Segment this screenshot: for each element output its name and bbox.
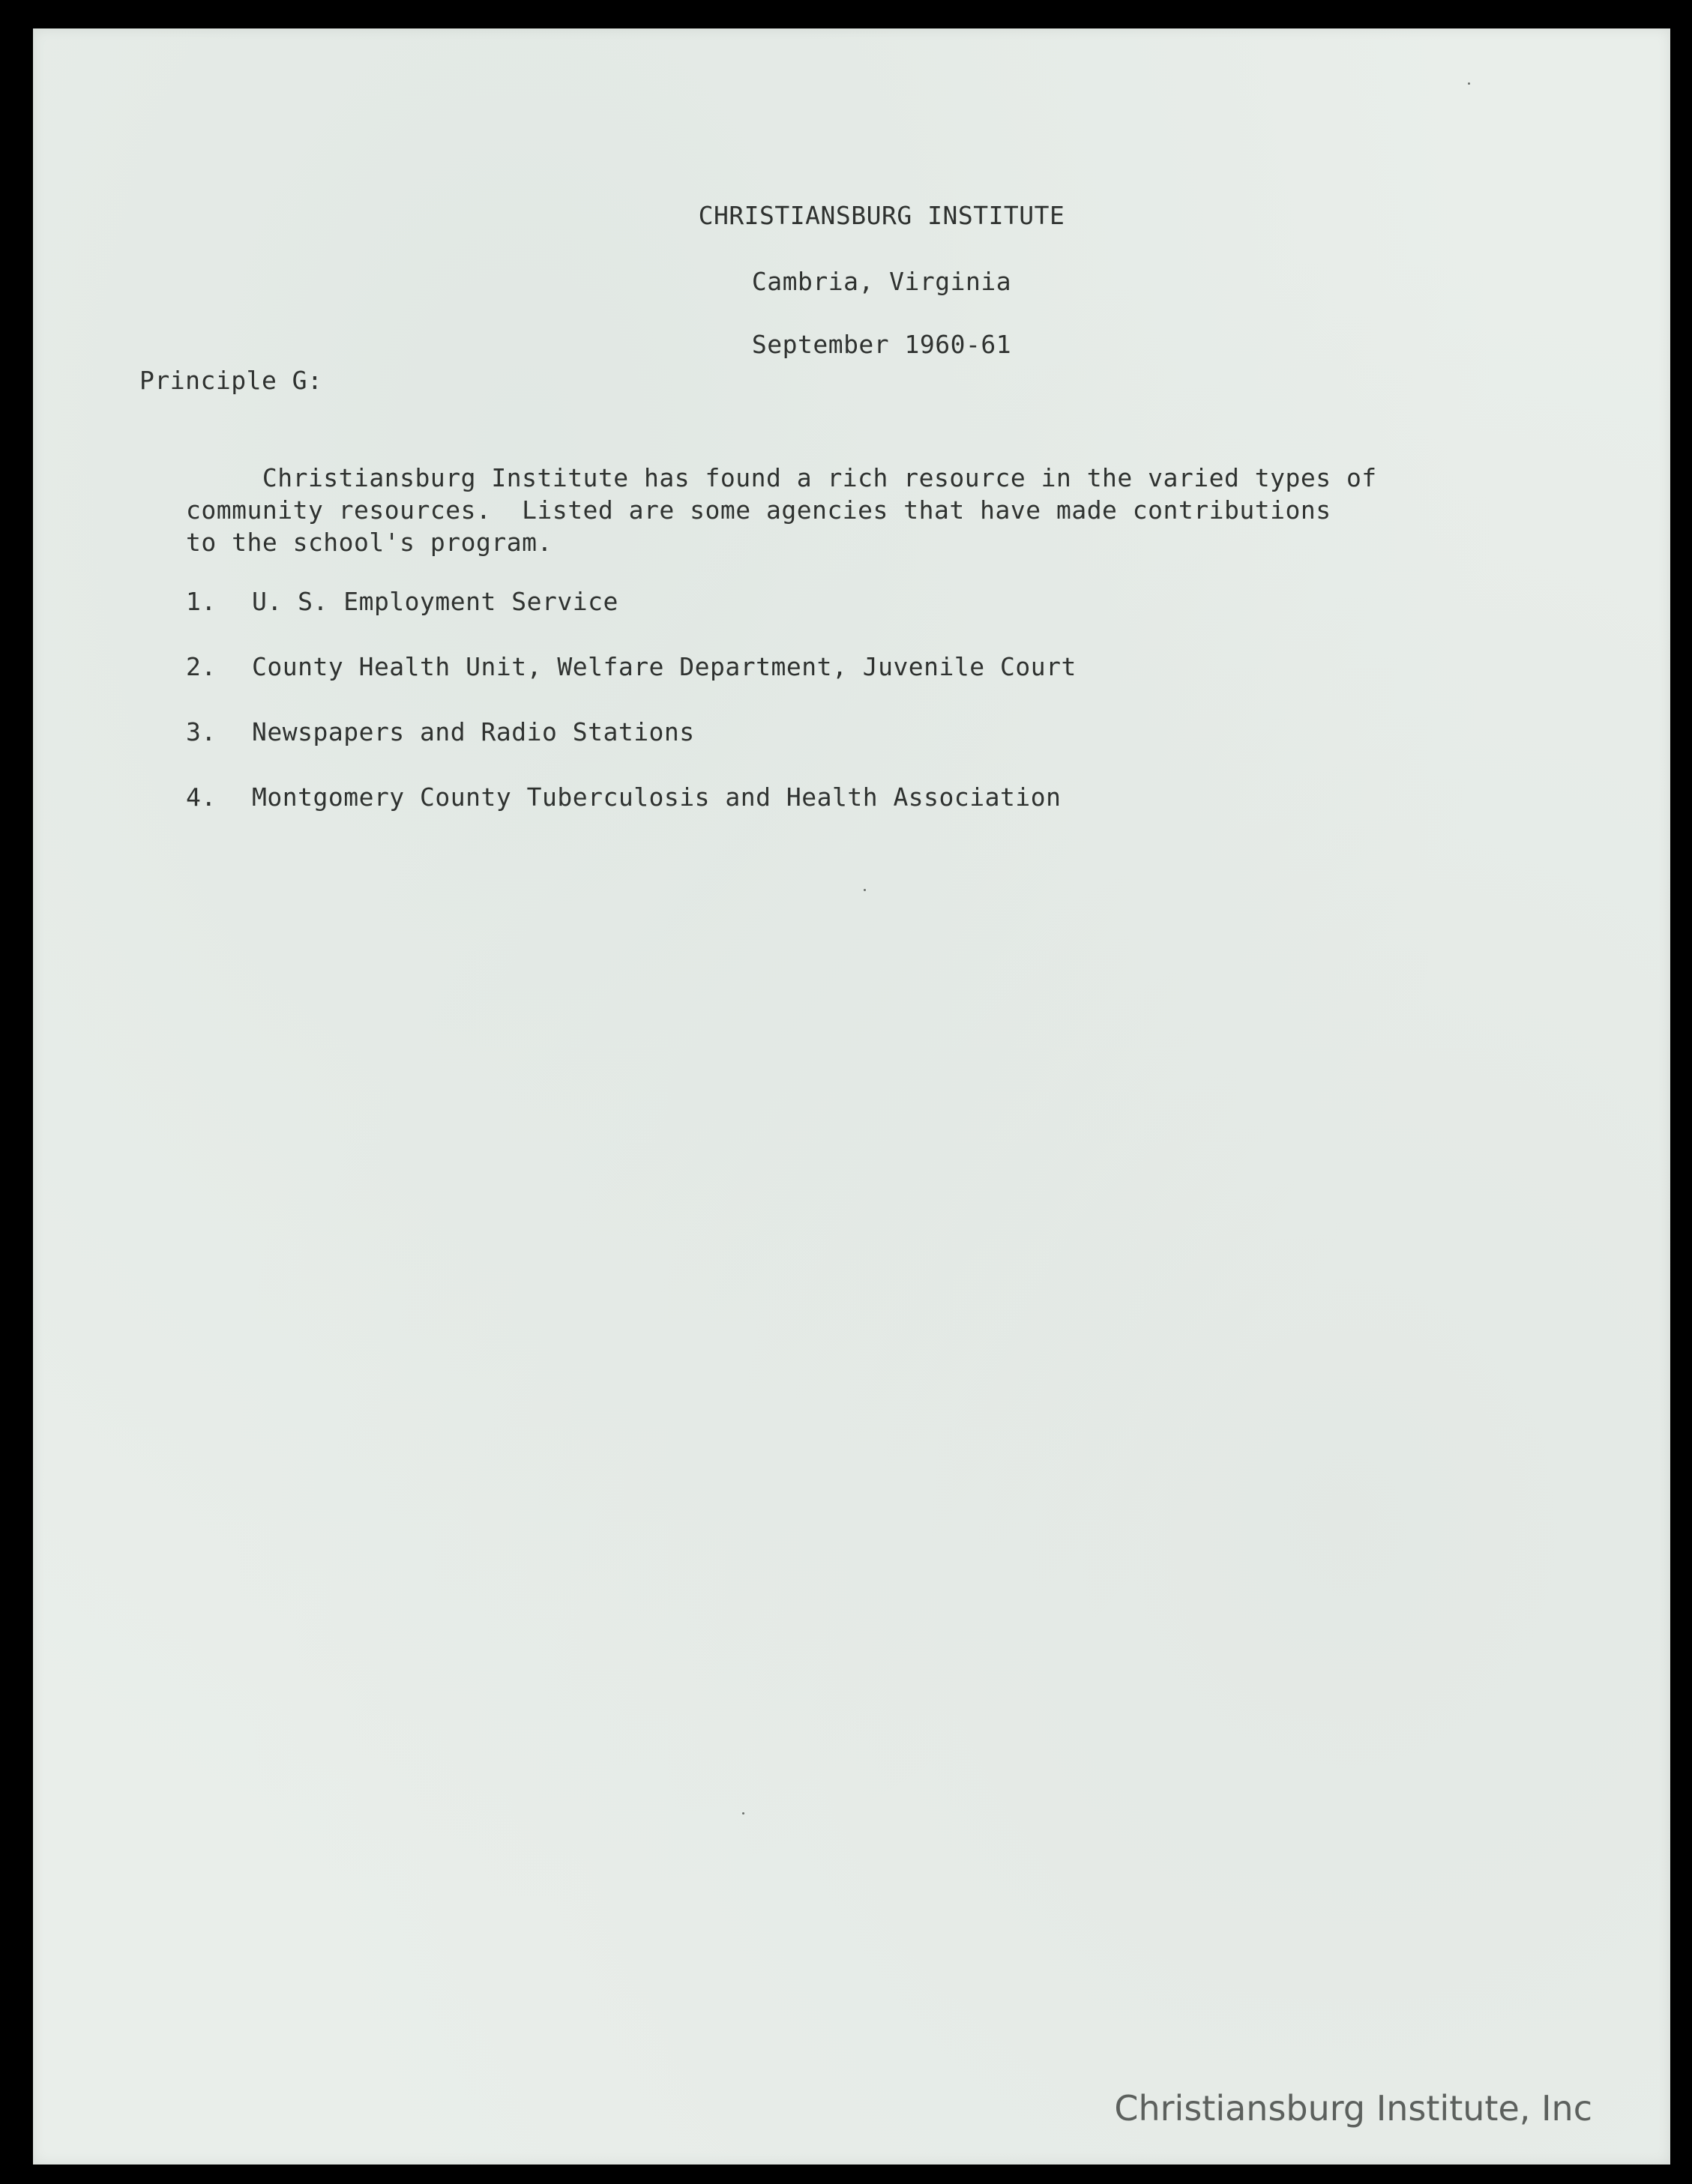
institution-location: Cambria, Virginia	[751, 267, 1012, 296]
list-item-text: County Health Unit, Welfare Department, Juvenile Court	[252, 652, 1077, 681]
list-item-number: 2.	[186, 652, 217, 681]
document-date: September 1960-61	[751, 330, 1012, 359]
paper-speck	[742, 1812, 744, 1815]
list-item-text: Newspapers and Radio Stations	[252, 717, 695, 746]
intro-paragraph	[186, 462, 1505, 558]
archive-watermark: Christiansburg Institute, Inc	[1114, 2088, 1592, 2129]
intro-line: Christiansburg Institute has found a rich resource in the varied types of	[186, 463, 1377, 492]
list-item-text: U. S. Employment Service	[252, 587, 618, 616]
paper-speck	[864, 889, 866, 891]
paper-speck	[1468, 82, 1470, 85]
intro-line: community resources. Listed are some agencies that have made contributions	[186, 495, 1331, 525]
list-item	[186, 717, 695, 782]
intro-line: to the school's program.	[186, 528, 553, 557]
list-item	[186, 652, 1077, 717]
agency-list	[186, 587, 1077, 848]
document-page	[33, 28, 1670, 2165]
list-item	[186, 782, 1062, 848]
list-item-number: 3.	[186, 717, 217, 746]
principle-label: Principle G:	[139, 366, 323, 395]
list-item-number: 4.	[186, 782, 217, 812]
list-item-text: Montgomery County Tuberculosis and Health Association	[252, 782, 1062, 812]
list-item	[186, 587, 618, 652]
list-item-number: 1.	[186, 587, 217, 616]
institution-title: CHRISTIANSBURG INSTITUTE	[698, 201, 1065, 230]
